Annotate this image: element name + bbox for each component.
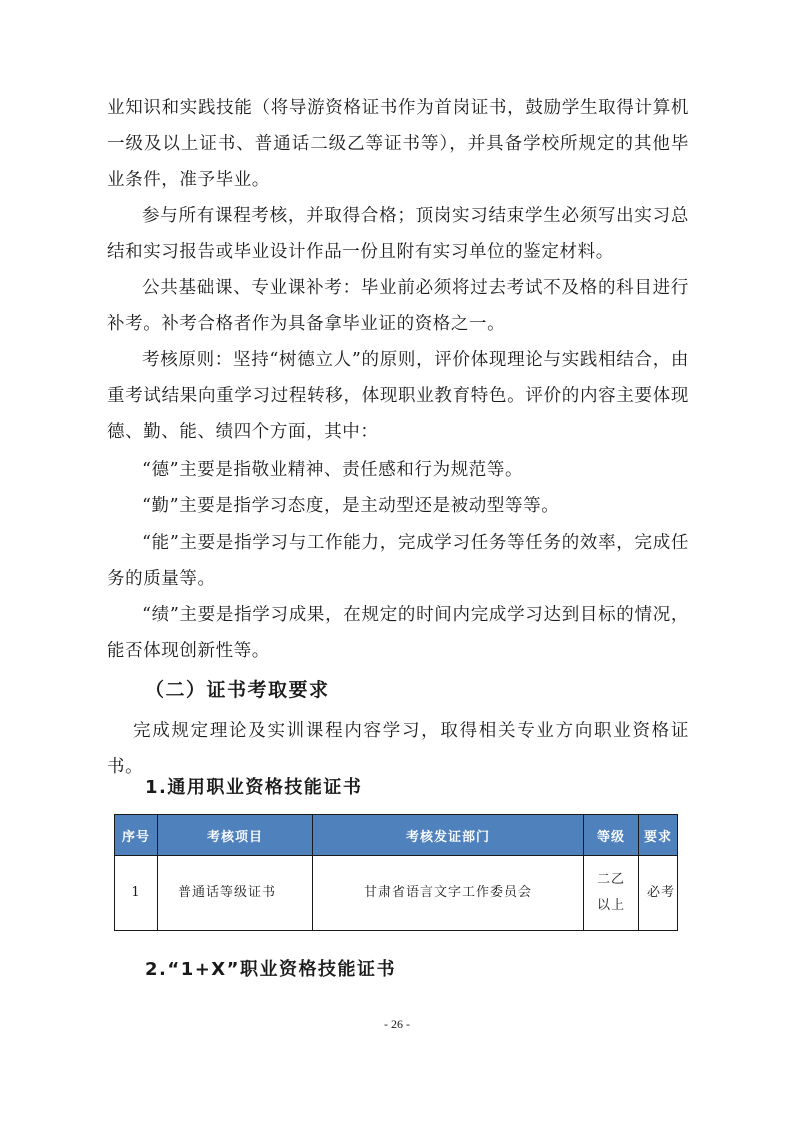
paragraph-graduation-conditions: 业知识和实践技能（将导游资格证书作为首岗证书，鼓励学生取得计算机一级及以上证书、普通话二级乙等证书等），并具备学校所规定的其他毕业条件，准予毕业。 (107, 98, 689, 190)
subheading-general-certificates: 1.通用职业资格技能证书 (145, 777, 363, 798)
table-header-row (115, 815, 678, 856)
table-row (115, 856, 678, 931)
paragraph-ji: “绩”主要是指学习成果，在规定的时间内完成学习达到目标的情况，能否体现创新性等。 (107, 605, 689, 661)
cell-level-line1: 二乙 (596, 872, 625, 887)
paragraph-qin: “勤”主要是指学习态度，是主动型还是被动型等等。 (142, 496, 560, 516)
cell-level (584, 856, 639, 931)
paragraph-neng: “能”主要是指学习与工作能力，完成学习任务等任务的效率，完成任务的质量等。 (107, 533, 689, 589)
paragraph-assessment-principle: 考核原则：坚持“树德立人”的原则，评价体现理论与实践相结合，由重考试结果向重学习过程转移，体现职业教育特色。评价的内容主要体现德、勤、能、绩四个方面，其中： (107, 350, 689, 442)
paragraph-makeup-exam: 公共基础课、专业课补考：毕业前必须将过去考试不及格的科目进行补考。补考合格者作为具备拿毕业证的资格之一。 (107, 278, 689, 334)
paragraph-de: “德”主要是指敬业精神、责任感和行为规范等。 (142, 460, 524, 480)
cell-level-line2: 以上 (596, 898, 625, 913)
paragraph-course-assessment: 参与所有课程考核，并取得合格；顶岗实习结束学生必须写出实习总结和实习报告或毕业设计作品一份且附有实习单位的鉴定材料。 (107, 206, 689, 262)
cell-item: 普通话等级证书 (158, 856, 313, 931)
page-number: - 26 - (384, 1017, 410, 1031)
header-item: 考核项目 (158, 815, 313, 856)
cell-requirement: 必考 (639, 856, 678, 931)
subheading-1plusx-certificates: 2.“1+X”职业资格技能证书 (145, 959, 397, 980)
header-department: 考核发证部门 (313, 815, 584, 856)
cell-department: 甘肃省语言文字工作委员会 (313, 856, 584, 931)
header-level: 等级 (584, 815, 639, 856)
section-heading: （二）证书考取要求 (145, 679, 330, 701)
header-index: 序号 (115, 815, 158, 856)
header-requirement: 要求 (639, 815, 678, 856)
certificate-table (114, 814, 678, 931)
cell-index: 1 (115, 856, 158, 931)
section-intro: 完成规定理论及实训课程内容学习，取得相关专业方向职业资格证书。 (107, 721, 689, 777)
